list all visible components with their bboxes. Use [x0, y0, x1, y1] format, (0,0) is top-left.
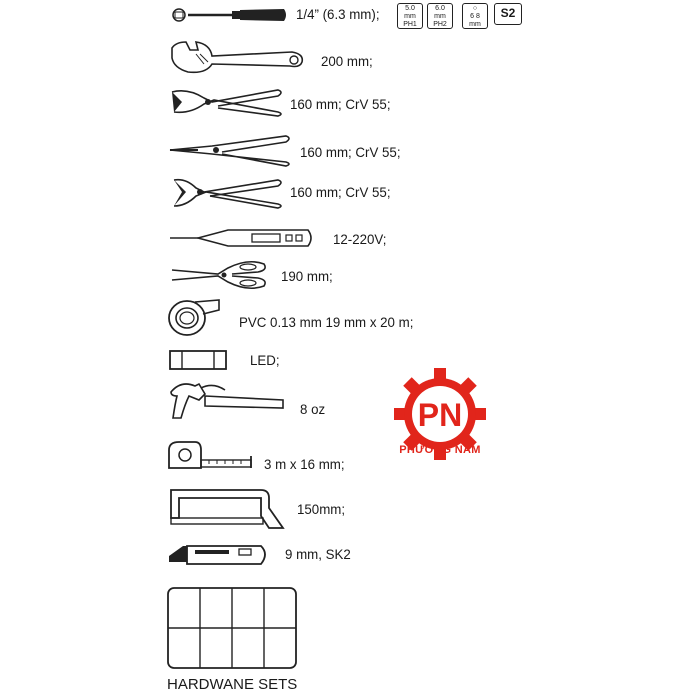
tape-measure-spec: 3 m x 16 mm;: [264, 456, 345, 472]
bit-badge-1-unit: mm: [404, 13, 416, 20]
combination-pliers-spec: 160 mm; CrV 55;: [290, 96, 391, 112]
bit-badge-2-type: PH2: [433, 21, 447, 28]
screwdriver-spec: 1/4” (6.3 mm);: [296, 6, 380, 22]
insulating-tape-spec: PVC 0.13 mm 19 mm x 20 m;: [239, 314, 414, 330]
hardware-sets-label: HARDWANE SETS: [167, 676, 298, 693]
flashlight-spec: LED;: [250, 352, 280, 368]
screwdriver-icon: [170, 4, 290, 26]
bit-badge-1: [397, 3, 423, 29]
bit-badge-2-unit: mm: [434, 13, 446, 20]
voltage-tester-icon: [168, 226, 316, 250]
diagonal-cutters-icon: [168, 174, 286, 212]
bit-badge-1-type: PH1: [403, 21, 417, 28]
flashlight-icon: [168, 348, 230, 372]
bit-badge-2: [427, 3, 453, 29]
utility-knife-icon: [165, 540, 273, 570]
bit-badge-3: [462, 3, 488, 29]
bit-badge-3-unit: mm: [469, 21, 481, 28]
bit-badge-3-size: 6 8: [470, 13, 480, 20]
utility-knife-spec: 9 mm, SK2: [285, 546, 351, 562]
tape-measure-icon: [165, 438, 257, 472]
hammer-spec: 8 oz: [300, 401, 326, 417]
material-badge: S2: [494, 3, 522, 25]
voltage-tester-spec: 12-220V;: [333, 231, 387, 247]
scissors-icon: [168, 258, 270, 292]
bit-badge-1-size: 5.0: [405, 5, 415, 12]
long-nose-pliers-icon: [168, 132, 292, 168]
logo-initials: PN: [417, 397, 463, 433]
long-nose-pliers-spec: 160 mm; CrV 55;: [300, 144, 401, 160]
scissors-spec: 190 mm;: [281, 268, 333, 284]
hacksaw-spec: 150mm;: [297, 501, 346, 517]
hacksaw-icon: [165, 484, 289, 532]
logo-wordmark: PHƯƠNG NAM: [399, 444, 481, 456]
claw-hammer-icon: [165, 378, 287, 428]
bit-badge-2-size: 6.0: [435, 5, 445, 12]
combination-pliers-icon: [168, 84, 286, 120]
diagonal-pliers-spec: 160 mm; CrV 55;: [290, 184, 391, 200]
wrench-spec: 200 mm;: [321, 53, 373, 69]
organizer-box-icon: [166, 586, 300, 672]
hex-bit-icon: ○: [472, 5, 478, 12]
adjustable-wrench-icon: [168, 40, 308, 76]
tape-roll-icon: [165, 296, 225, 338]
